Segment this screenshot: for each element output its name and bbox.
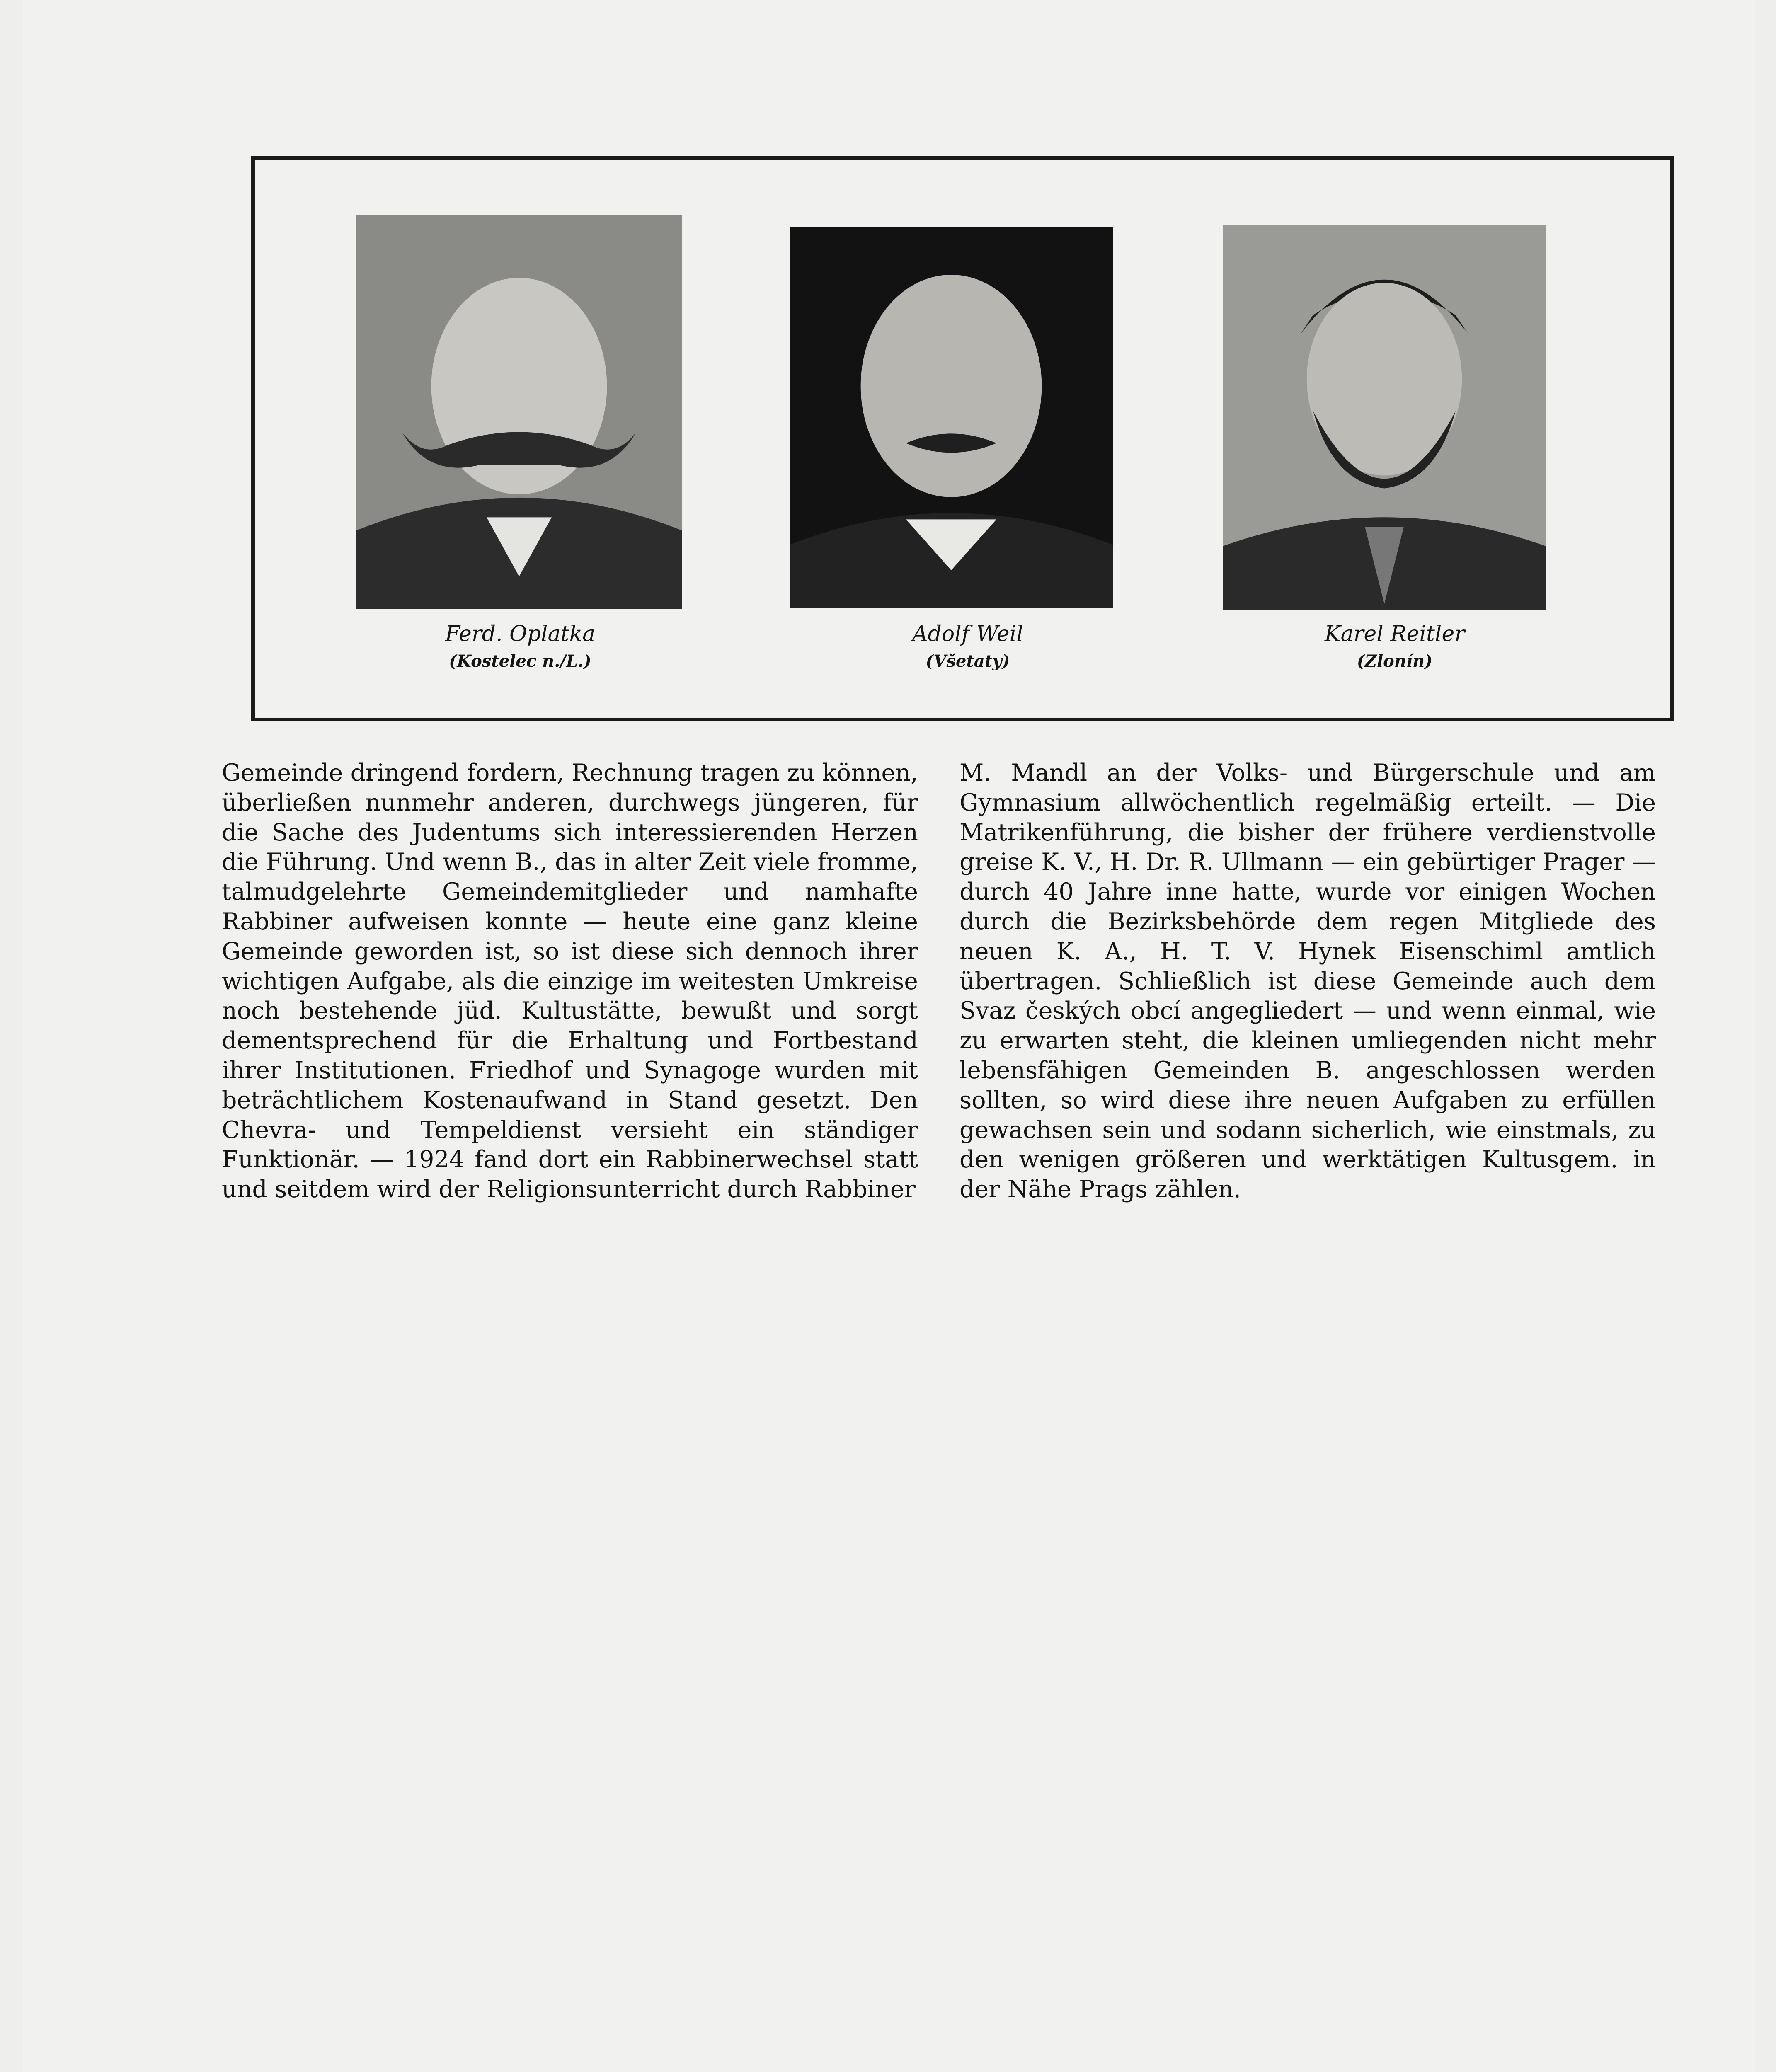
portrait-photo-reitler bbox=[1223, 225, 1546, 610]
portrait-name: Ferd. Oplatka bbox=[445, 622, 596, 646]
portrait-name: Karel Reitler bbox=[1324, 622, 1465, 646]
portrait-photo-oplatka bbox=[356, 215, 682, 609]
portrait-name: Adolf Weil bbox=[912, 622, 1023, 646]
portrait-place: (Zlonín) bbox=[1357, 651, 1433, 671]
page bbox=[23, 0, 1755, 2072]
text-column-left bbox=[222, 758, 918, 1205]
portrait-place: (Všetaty) bbox=[926, 651, 1010, 671]
paragraph: M. Mandl an der Volks- und Bürgerschule und am Gymnasium allwöchentlich regelmäßig erteilt. — Die Matrikenführung, die bisher der frühere verdienstvolle greise K. V., H. Dr. R. Ullmann — ein gebürtiger Prager — durch 40 Jahre inne hatte, wurde vor einigen Wochen durch die Bezirksbehörde dem regen Mitgliede des neuen K. A., H. T. V. Hynek Eisenschiml amtlich übertragen. Schließlich ist diese Gemeinde auch dem Svaz českých obcí angegliedert — und wenn einmal, wie zu erwarten steht, die kleinen umliegenden nicht mehr lebensfähigen Gemeinden B. angeschlossen werden sollten, so wird diese ihre neuen Aufgaben zu erfüllen gewachsen sein und sodann sicherlich, wie einstmals, zu den wenigen größeren und werktätigen Kultusgem. in der Nähe Prags zählen. bbox=[959, 759, 1656, 1203]
paragraph: Gemeinde dringend fordern, Rechnung tragen zu können, überließen nunmehr anderen, durchwegs jüngeren, für die Sache des Judentums sich interessierenden Herzen die Führung. Und wenn B., das in alter Zeit viele fromme, talmudgelehrte Gemeindemitglieder und namhafte Rabbiner aufweisen konnte — heute eine ganz kleine Gemeinde geworden ist, so ist diese sich dennoch ihrer wichtigen Aufgabe, als die einzige im weitesten Umkreise noch bestehende jüd. Kultustätte, bewußt und sorgt dementsprechend für die Erhaltung und Fortbestand ihrer Institutionen. Friedhof und Synagoge wurden mit beträchtlichem Kostenaufwand in Stand gesetzt. Den Chevra- und Tempeldienst versieht ein ständiger Funktionär. — 1924 fand dort ein Rabbinerwechsel statt und seitdem wird der Religionsunterricht durch Rabbiner bbox=[222, 759, 918, 1203]
portrait-photo-weil bbox=[790, 227, 1113, 608]
text-column-right bbox=[959, 758, 1656, 1205]
portrait-place: (Kostelec n./L.) bbox=[449, 651, 591, 671]
